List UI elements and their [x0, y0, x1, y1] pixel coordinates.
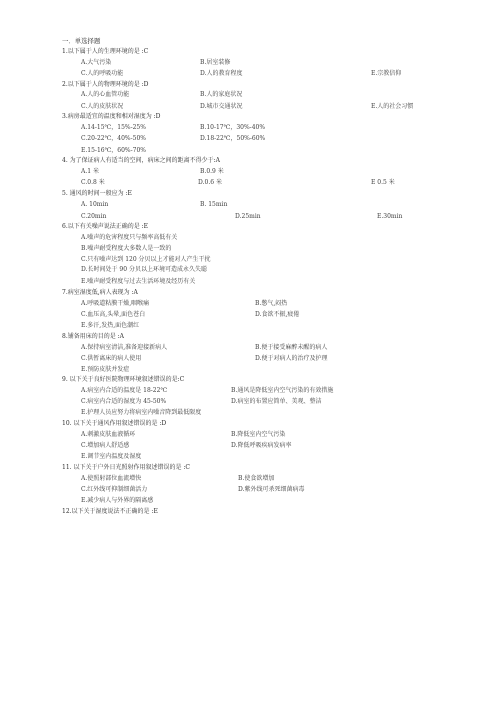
answer-option: A.刺激皮肤血液循环: [81, 431, 136, 438]
question-stem: 6.以下有关噪声说法正确的是 :E: [62, 223, 149, 230]
answer-option: E.宗教信仰: [371, 70, 402, 77]
answer-option: E.人的社会习惯: [371, 103, 414, 110]
answer-option: B.居室装修: [200, 59, 231, 66]
answer-option: D.食欲不振,疲倦: [255, 311, 300, 318]
answer-option: A. 10min: [81, 201, 109, 208]
question-stem: 1.以下属于人的生理环境的是 :C: [62, 48, 149, 55]
answer-option: A.保持病室清洁,准备迎接新病人: [81, 344, 168, 351]
answer-option: B.便于接受麻醉未醒的病人: [255, 344, 328, 351]
answer-option: E.调节室内温度及湿度: [81, 453, 142, 460]
answer-option: D.便于对病人的治疗及护理: [255, 355, 328, 362]
answer-option: E 0.5 米: [371, 179, 395, 186]
answer-option: A.使照射部位血流增快: [81, 475, 142, 482]
answer-option: B. 15min: [200, 201, 228, 208]
answer-option: C.增加病人舒适感: [81, 442, 130, 449]
answer-option: D.人的教育程度: [200, 70, 243, 77]
question-stem: 11. 以下关于户外日光照射作用叙述错误的是 :C: [62, 464, 190, 471]
answer-option: D.长时间处于 90 分贝以上环境可造成永久失聪: [81, 266, 207, 273]
answer-option: E.护理人员应努力将病室内噪音降到最低限度: [81, 409, 202, 416]
answer-option: A.14-15℃，15%-25%: [81, 124, 146, 131]
answer-option: B.通风是降低室内空气污染的有效措施: [231, 387, 334, 394]
question-stem: 7.病室湿度低,病人表现为 :A: [62, 289, 138, 296]
question-stem: 5. 通风的时间一般应为 :E: [62, 190, 132, 197]
answer-option: C.只有噪声达到 120 分贝以上才能对人产生干扰: [81, 256, 211, 263]
answer-option: D.0.6 米: [198, 179, 222, 186]
answer-option: E.30min: [377, 213, 403, 220]
answer-option: C.血压高,头晕,面色苍白: [81, 311, 146, 318]
section-title: 一．单选择题: [62, 37, 101, 45]
answer-option: C.红外线可抑制细菌活力: [81, 486, 148, 493]
answer-option: D.25min: [235, 213, 261, 220]
answer-option: C.人的皮肤状况: [81, 103, 124, 110]
answer-option: B.人的家庭状况: [200, 91, 243, 98]
question-stem: 12.以下关于湿度说法不正确的是 :E: [62, 508, 158, 515]
answer-option: D.城市交通状况: [200, 103, 243, 110]
answer-option: A.病室内合适的温度是 18-22℃: [81, 387, 168, 394]
answer-option: A.大气污染: [81, 59, 112, 66]
answer-option: C.20-22℃，40%-50%: [81, 135, 146, 142]
question-stem: 9. 以下关于良好医院物理环境叙述错误的是:C: [62, 376, 185, 383]
answer-option: E.减少病人与外界的隔离感: [81, 497, 154, 504]
answer-option: A.呼吸道粘膜干燥,咽喉痛: [81, 300, 150, 307]
answer-option: B.憋气,闷热: [255, 300, 288, 307]
answer-option: D.18-22℃，50%-60%: [200, 135, 266, 142]
answer-option: B.使食欲增加: [238, 475, 275, 482]
answer-option: B.0.9 米: [200, 168, 224, 175]
answer-option: E.15-16℃，60%-70%: [81, 147, 146, 154]
answer-option: C.供暂离床的病人使用: [81, 355, 142, 362]
answer-option: B.10-17℃，30%-40%: [200, 124, 266, 131]
answer-option: D.降低呼吸疾病发病率: [231, 442, 292, 449]
answer-option: C.病室内合适的湿度为 45-50%: [81, 398, 167, 405]
question-stem: 3.病房最适宜的温度和相对湿度为 :D: [62, 113, 161, 120]
question-stem: 4. 为了保证病人有适当的空间，病床之间的距离不得少于:A: [62, 157, 220, 164]
answer-option: E.多汗,发热,面色潮红: [81, 322, 140, 329]
answer-option: E.预防皮肤并发症: [81, 366, 130, 373]
answer-option: C.0.8 米: [81, 179, 105, 186]
answer-option: D.紫外线可杀死细菌病毒: [238, 486, 305, 493]
answer-option: E.噪声耐受程度与过去生活环境及经历有关: [81, 278, 196, 285]
answer-option: D.病室的布置应简单、美观、整洁: [231, 398, 322, 405]
question-stem: 8.铺备用床的目的是 :A: [62, 333, 124, 340]
question-stem: 10. 以下关于通风作用叙述错误的是 :D: [62, 420, 167, 427]
question-stem: 2.以下属于人的物理环境的是 :D: [62, 81, 149, 88]
answer-option: A.噪声的危害程度只与频率高低有关: [81, 234, 178, 241]
answer-option: A.1 米: [81, 168, 99, 175]
answer-option: B.降低室内空气污染: [231, 431, 286, 438]
answer-option: B.噪声耐受程度大多数人是一致的: [81, 245, 172, 252]
answer-option: C.20min: [81, 213, 107, 220]
answer-option: A.人的心血管功能: [81, 91, 130, 98]
answer-option: C.人的呼吸功能: [81, 70, 124, 77]
